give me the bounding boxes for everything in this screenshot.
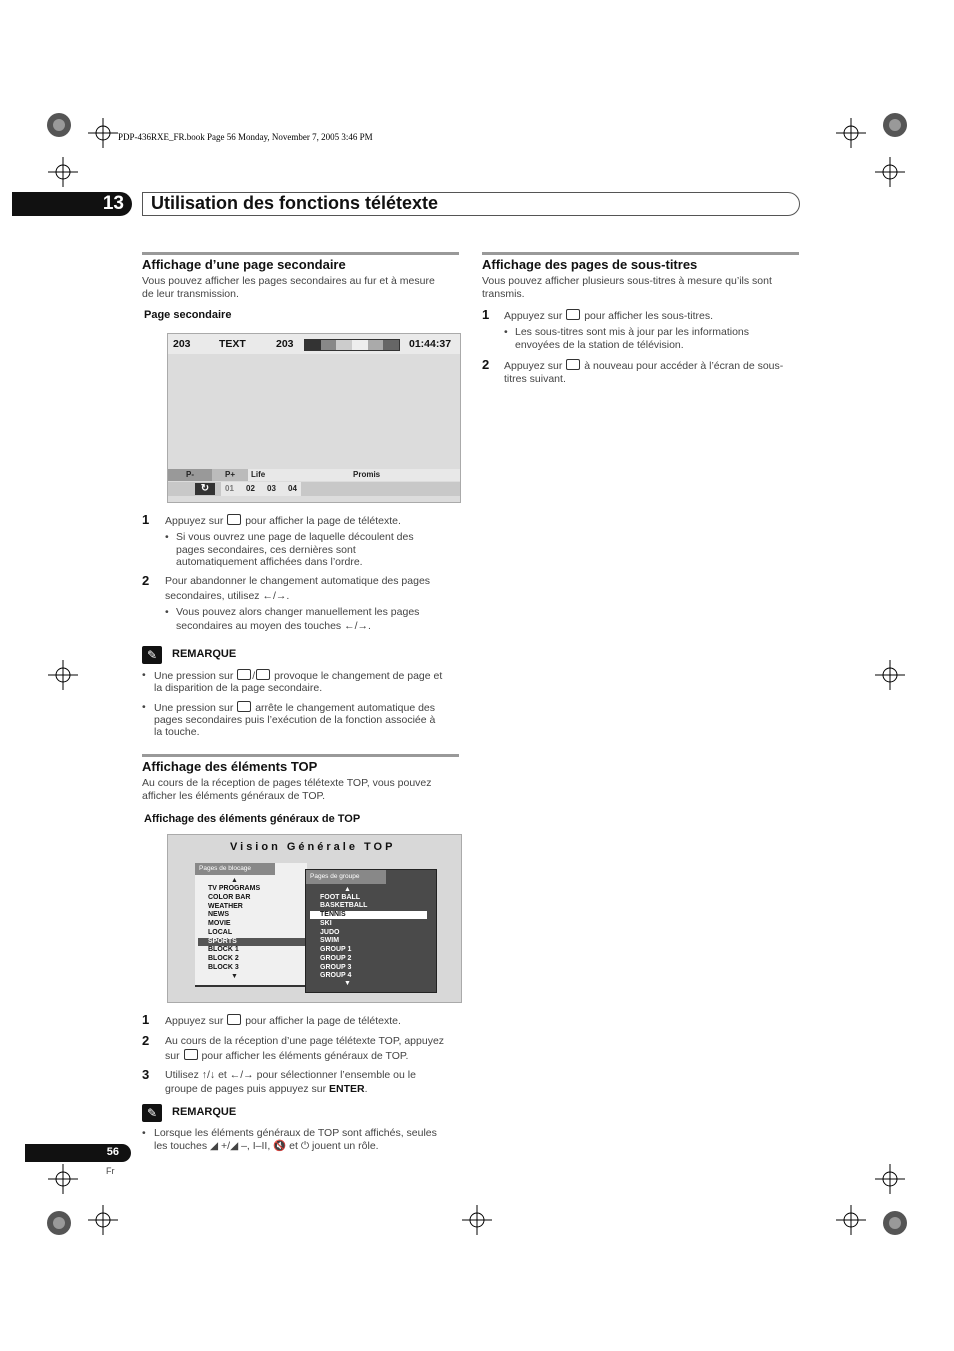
registration-circle-icon [44,110,74,140]
section-heading: Affichage d’une page secondaire [142,257,346,272]
list-item[interactable]: TV PROGRAMS [208,885,261,892]
teletext-fastext-bar: P- P+ Life Promis [168,469,460,481]
list-item[interactable]: MOVIE [208,920,231,927]
crosshair-icon [48,1164,78,1194]
crosshair-icon [836,1205,866,1235]
list-item[interactable]: WEATHER [208,903,243,910]
bullet-marker: • [142,669,146,681]
crosshair-icon [48,157,78,187]
crosshair-icon [462,1205,492,1235]
list-item[interactable]: SKI [320,920,332,927]
note-title: REMARQUE [172,1106,237,1118]
list-item[interactable]: JUDO [320,929,340,936]
registration-circle-icon [44,1208,74,1238]
text-key-icon [227,514,241,525]
subpage-bar: ↻ 01 02 03 04 [168,482,460,496]
overview-title: Vision Générale TOP [230,841,396,853]
bullet-marker: • [142,701,146,713]
section-rule [142,754,459,757]
crosshair-icon [836,118,866,148]
section-heading: Affichage des éléments TOP [142,759,318,774]
progress-indicator [304,339,400,351]
crosshair-icon [48,660,78,690]
scroll-up-icon: ▲ [231,877,238,884]
list-item-selected[interactable]: TENNIS [320,911,346,918]
list-item[interactable]: GROUP 2 [320,955,352,962]
bullet-marker: • [142,1127,146,1139]
registration-circle-icon [880,110,910,140]
hold-key-icon [237,701,251,712]
top-overview-screen [167,834,462,1003]
subtitle-key-icon [566,359,580,370]
registration-circle-icon [880,1208,910,1238]
text-key-icon [227,1014,241,1025]
crosshair-icon [875,157,905,187]
subpage-key-icon [256,669,270,680]
section-rule [142,252,459,255]
crosshair-icon [88,1205,118,1235]
section-heading: Affichage des pages de sous-titres [482,257,698,272]
pencil-note-icon: ✎ [142,1104,162,1122]
crosshair-icon [875,660,905,690]
crosshair-icon [875,1164,905,1194]
list-item[interactable]: SWIM [320,937,340,944]
bullet-marker: • [504,326,508,338]
list-item[interactable]: NEWS [208,911,229,918]
teletext-header: 203 TEXT 203 01:44:37 [168,334,460,354]
list-item[interactable]: BLOCK 1 [208,946,239,953]
list-item[interactable]: GROUP 3 [320,964,352,971]
intro-line: Vous pouvez afficher les pages secondaires au fur et à mesure [142,275,435,287]
scroll-up-icon: ▲ [344,886,351,893]
crosshair-icon [88,118,118,148]
scroll-down-icon: ▼ [231,973,238,980]
subtitle-key-icon [566,309,580,320]
step-text: Appuyez sur pour afficher la page de télétexte. [165,515,401,527]
intro-line: de leur transmission. [142,288,239,300]
teletext-screen [167,333,461,503]
language-code: Fr [106,1166,115,1176]
list-item[interactable]: COLOR BAR [208,894,251,901]
scroll-down-icon: ▼ [344,980,351,987]
bullet-marker: • [165,606,169,618]
figure-label: Affichage des éléments généraux de TOP [144,813,361,825]
list-item[interactable]: LOCAL [208,929,233,936]
group-pages-list: Pages de groupe ▲ FOOT BALL BASKETBALL TENNIS SKI JUDO SWIM GROUP 1 GROUP 2 GROUP 3 GROUP 4 ▼ [305,869,437,993]
index-key-icon [184,1049,198,1060]
list-item[interactable]: BASKETBALL [320,902,368,909]
list-item-selected[interactable]: SPORTS [208,938,237,945]
list-item[interactable]: BLOCK 3 [208,964,239,971]
list-item[interactable]: BLOCK 2 [208,955,239,962]
list-item[interactable]: GROUP 4 [320,972,352,979]
note-title: REMARQUE [172,648,237,660]
print-info: PDP-436RXE_FR.book Page 56 Monday, November 7, 2005 3:46 PM [118,132,373,142]
bullet-marker: • [165,531,169,543]
list-item[interactable]: FOOT BALL [320,894,361,901]
page-number: 56 [25,1144,131,1162]
section-rule [482,252,799,255]
chapter-number: 13 [12,192,132,216]
pencil-note-icon: ✎ [142,646,162,664]
figure-label: Page secondaire [144,309,232,321]
chapter-title: Utilisation des fonctions télétexte [142,192,800,216]
list-item[interactable]: GROUP 1 [320,946,352,953]
rotate-icon: ↻ [195,483,215,495]
block-pages-list: Pages de blocage ▲ TV PROGRAMS COLOR BAR WEATHER NEWS MOVIE LOCAL SPORTS BLOCK 1 BLOCK 2 BLOCK 3 ▼ [195,863,307,987]
subpage-key-icon [237,669,251,680]
